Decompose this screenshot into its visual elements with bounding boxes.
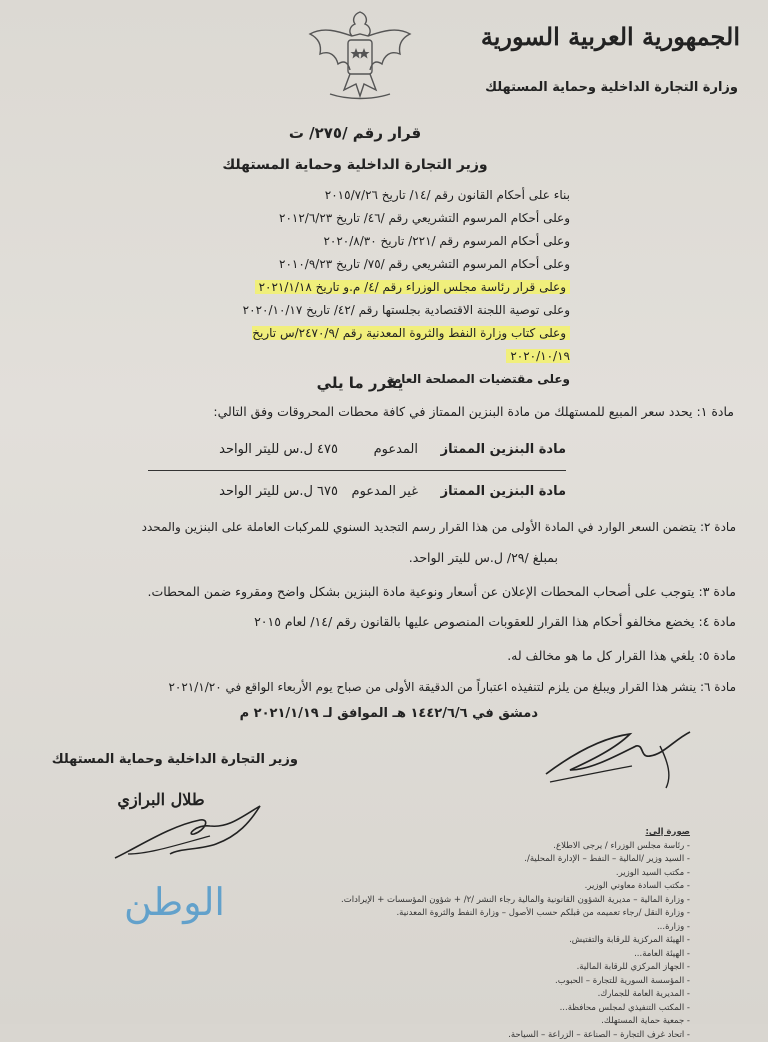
- cc-item: - السيد وزير /المالية – النفط – الإدارة المحلية/.: [230, 853, 690, 867]
- cc-item: - المؤسسة السورية للتجارة – الحبوب.: [230, 975, 690, 989]
- cc-item: - جمعية حماية المستهلك.: [230, 1015, 690, 1029]
- cc-item: - وزارة النقل /رجاء تعميمه من قبلكم حسب الأصول – وزارة النفط والثروة المعدنية.: [230, 907, 690, 921]
- preamble-line-highlighted: وعلى كتاب وزارة النفط والثروة المعدنية رقم /٢٤٧٠/٩/س تاريخ ٢٠٢٠/١٠/١٩: [190, 322, 570, 368]
- cc-item: - وزارة...: [230, 921, 690, 935]
- preamble-line: وعلى توصية اللجنة الاقتصادية بجلستها رقم /٤٢/ تاريخ ٢٠٢٠/١٠/١٧: [190, 299, 570, 322]
- cc-item: - المديرية العامة للجمارك.: [230, 988, 690, 1002]
- article-6: مادة ٦: ينشر هذا القرار ويبلغ من يلزم لتنفيذه اعتباراً من الدقيقة الأولى من صباح يوم الأربعاء الواقع في ٢٠٢١/١/٢٠: [16, 680, 736, 694]
- cc-item: - مكتب السيد الوزير.: [230, 867, 690, 881]
- cc-item: - رئاسة مجلس الوزراء / يرجى الاطلاع.: [230, 840, 690, 854]
- preamble-block: [190, 184, 570, 391]
- cc-item: - وزارة المالية – مديرية الشؤون القانونية والمالية رجاء النشر /٢/ + شؤون المؤسسات + الإيرادات.: [230, 894, 690, 908]
- republic-name: الجمهورية العربية السورية: [480, 22, 740, 51]
- signature-role: وزير التجارة الداخلية وحماية المستهلك: [28, 752, 298, 767]
- preamble-line-highlighted: وعلى قرار رئاسة مجلس الوزراء رقم /٤/ م.و تاريخ ٢٠٢١/١/١٨: [190, 276, 570, 299]
- article-1: مادة ١: يحدد سعر المبيع للمستهلك من مادة البنزين الممتاز في كافة محطات المحروقات وفق التالي:: [34, 404, 734, 419]
- price-value: ٤٧٥ ل.س لليتر الواحد: [219, 442, 338, 457]
- price-type: المدعوم: [374, 442, 418, 457]
- cc-item: - الهيئة المركزية للرقابة والتفتيش.: [230, 934, 690, 948]
- preamble-line: بناء على أحكام القانون رقم /١٤/ تاريخ ٢٠١٥/٧/٢٦: [190, 184, 570, 207]
- article-2-line-1: مادة ٢: يتضمن السعر الوارد في المادة الأولى من هذا القرار رسم التجديد السنوي للمركبات العاملة على البنزين والمحدد: [36, 520, 736, 534]
- eagle-seal-icon: [300, 4, 420, 108]
- price-value: ٦٧٥ ل.س لليتر الواحد: [219, 484, 338, 499]
- preamble-line: وعلى أحكام المرسوم التشريعي رقم /٤٦/ تاريخ ٢٠١٢/٦/٢٣: [190, 207, 570, 230]
- decides-heading: يقرر ما يلي: [300, 374, 420, 392]
- price-product: مادة البنزين الممتاز: [441, 484, 566, 499]
- preamble-line: وعلى مقتضيات المصلحة العامة: [190, 368, 570, 391]
- price-type: غير المدعوم: [352, 484, 418, 499]
- decision-issuer: وزير التجارة الداخلية وحماية المستهلك: [210, 157, 500, 173]
- article-5: مادة ٥: يلغي هذا القرار كل ما هو مخالف له.: [336, 648, 736, 663]
- price-product: مادة البنزين الممتاز: [441, 442, 566, 457]
- article-2-line-2: بمبلغ /٢٩/ ل.س لليتر الواحد.: [258, 550, 558, 565]
- cc-item: - مكتب السادة معاوني الوزير.: [230, 880, 690, 894]
- table-divider: [148, 470, 566, 471]
- cc-item: - المكتب التنفيذي لمجلس محافظة...: [230, 1002, 690, 1016]
- alwatan-watermark-logo: الوطن: [112, 880, 237, 950]
- article-3: مادة ٣: يتوجب على أصحاب المحطات الإعلان عن أسعار ونوعية مادة البنزين بشكل واضح ومقروء ضمن المحطات.: [36, 584, 736, 599]
- ministry-name: وزارة التجارة الداخلية وحماية المستهلك: [468, 80, 738, 95]
- minister-signature-icon: [540, 726, 700, 796]
- signature-name: طلال البرازي: [96, 790, 226, 809]
- cc-item: - الجهاز المركزي للرقابة المالية.: [230, 961, 690, 975]
- article-4: مادة ٤: يخضع مخالفو أحكام هذا القرار للعقوبات المنصوص عليها بالقانون رقم /١٤/ لعام ٢٠١٥: [116, 614, 736, 629]
- cc-list: [230, 826, 690, 1042]
- cc-heading: صورة إلى:: [230, 826, 690, 840]
- issue-date: دمشق في ١٤٤٢/٦/٦ هـ الموافق لـ ٢٠٢١/١/١٩ م: [208, 706, 538, 721]
- preamble-line: وعلى أحكام المرسوم رقم /٢٢١/ تاريخ ٢٠٢٠/٨/٣٠: [190, 230, 570, 253]
- cc-item: - الهيئة العامة...: [230, 948, 690, 962]
- preamble-line: وعلى أحكام المرسوم التشريعي رقم /٧٥/ تاريخ ٢٠١٠/٩/٢٣: [190, 253, 570, 276]
- decision-title: قرار رقم /٢٧٥/ ت: [250, 124, 460, 142]
- cc-item: - اتحاد غرف التجارة – الصناعة – الزراعة – السياحة.: [230, 1029, 690, 1042]
